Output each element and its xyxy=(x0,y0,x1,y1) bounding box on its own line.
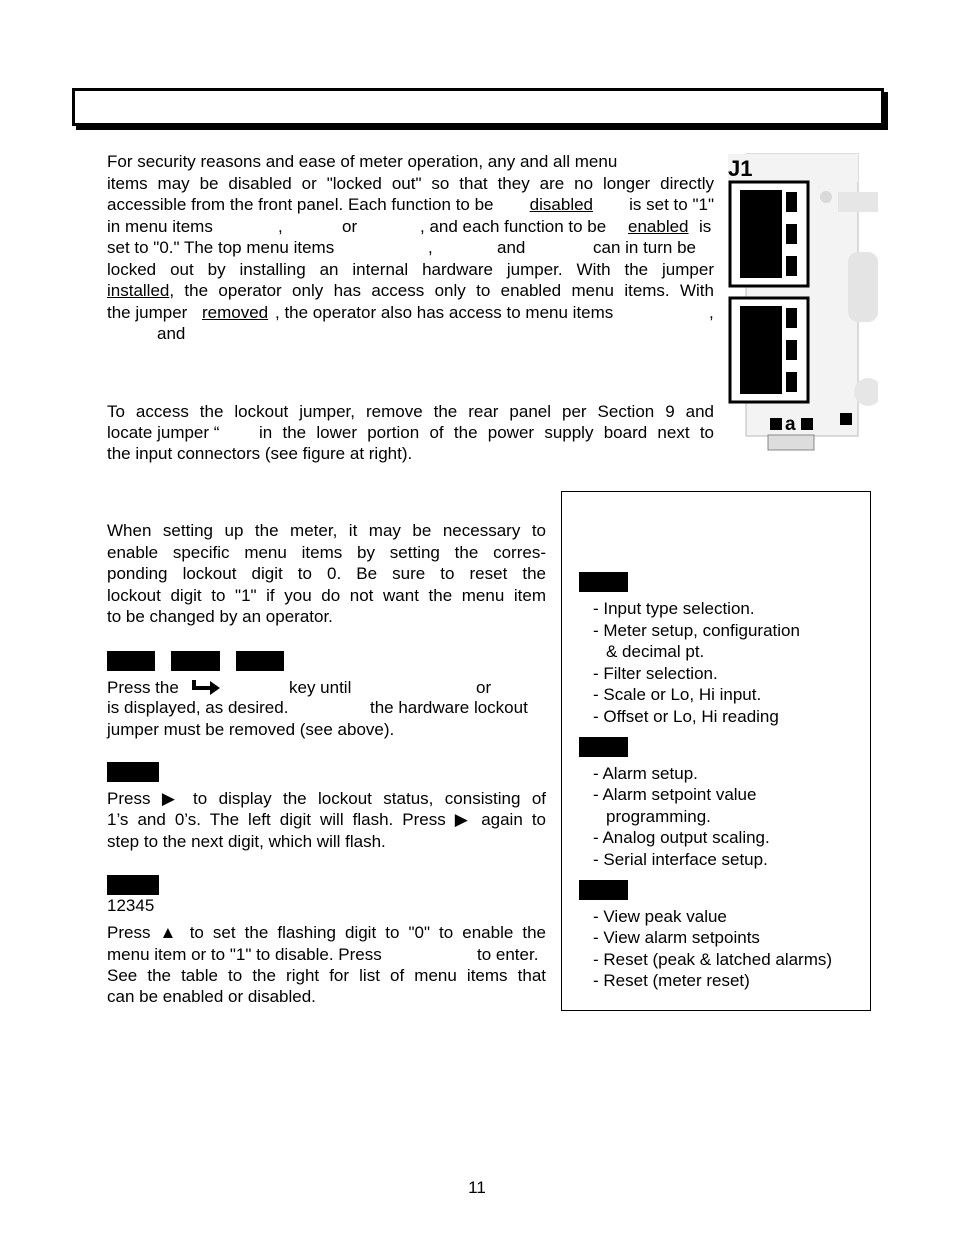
display-block xyxy=(236,651,284,671)
text-fragment: the hardware lockout xyxy=(370,698,528,717)
text-line: When setting up the meter, it may be necessary to xyxy=(107,521,546,540)
text-line: lockout digit to "1" if you do not want the menu item xyxy=(107,586,546,605)
board-illustration xyxy=(728,152,878,452)
text-line: Press ▲ to set the flashing digit to "0" to enable the xyxy=(107,923,546,942)
removed-underlined: removed xyxy=(202,303,269,322)
lockout-digits: 12345 xyxy=(107,896,155,915)
text-line: the input connectors (see figure at right). xyxy=(107,444,413,463)
text-line: jumper must be removed (see above). xyxy=(107,720,395,739)
menu-code-block xyxy=(579,880,628,900)
table-item: - Meter setup, configuration xyxy=(593,621,800,640)
text-fragment: is set to "1" xyxy=(629,195,714,214)
text-fragment: , xyxy=(278,217,283,236)
menu-code-block xyxy=(579,572,628,592)
text-fragment: in the lower portion of the power supply board next to xyxy=(259,423,714,442)
text-line: See the table to the right for list of menu items that xyxy=(107,966,546,985)
text-fragment: set to "0." The top menu items xyxy=(107,238,335,257)
lockout-menu-table xyxy=(561,491,871,1011)
display-block xyxy=(171,651,220,671)
text-fragment: menu item or to "1" to disable. Press xyxy=(107,945,382,964)
table-item: - Analog output scaling. xyxy=(593,828,770,847)
text-fragment: can in turn be xyxy=(593,238,697,257)
text-fragment: in menu items xyxy=(107,217,213,236)
table-item: & decimal pt. xyxy=(606,642,705,661)
menu-arrow-icon xyxy=(190,678,222,696)
display-block xyxy=(107,762,159,782)
display-block xyxy=(107,651,155,671)
text-line: For security reasons and ease of meter operation, any and all menu xyxy=(107,152,618,171)
disabled-underlined: disabled xyxy=(529,195,593,214)
menu-code-block xyxy=(579,737,628,757)
jumper-a-label: a xyxy=(785,414,796,435)
text-line: 1’s and 0’s. The left digit will flash. Press ▶ again to xyxy=(107,810,546,829)
text-line: can be enabled or disabled. xyxy=(107,987,316,1006)
text-fragment: key until xyxy=(289,678,352,697)
text-line: To access the lockout jumper, remove the rear panel per Section 9 and xyxy=(107,402,714,421)
table-item: - Offset or Lo, Hi reading xyxy=(593,707,779,726)
text-line: Press ▶ to display the lockout status, consisting of xyxy=(107,789,546,808)
text-line: ponding lockout digit to 0. Be sure to reset the xyxy=(107,564,546,583)
text-line: to be changed by an operator. xyxy=(107,607,333,626)
table-item: programming. xyxy=(606,807,711,826)
text-fragment: , and each function to be xyxy=(420,217,607,236)
text-fragment: , xyxy=(709,303,714,322)
text-fragment: the jumper xyxy=(107,303,188,322)
display-block xyxy=(107,875,159,895)
text-fragment: is xyxy=(699,217,712,236)
text-fragment: and xyxy=(157,324,186,343)
text-line: items may be disabled or "locked out" so that they are no longer directly xyxy=(107,174,714,193)
text-fragment: , the operator only has access only to enabled menu items. With xyxy=(169,281,714,300)
text-fragment: and xyxy=(497,238,526,257)
text-fragment: , the operator also has access to menu items xyxy=(275,303,614,322)
jumper-figure xyxy=(728,152,878,452)
table-item: - Filter selection. xyxy=(593,664,718,683)
table-item: - Input type selection. xyxy=(593,599,755,618)
text-fragment: locate jumper “ xyxy=(107,423,220,442)
text-fragment: Press the xyxy=(107,678,179,697)
table-item: - Reset (meter reset) xyxy=(593,971,750,990)
text-line: step to the next digit, which will flash. xyxy=(107,832,386,851)
text-fragment: accessible from the front panel. Each function to be xyxy=(107,195,494,214)
table-item: - Serial interface setup. xyxy=(593,850,768,869)
table-item: - Reset (peak & latched alarms) xyxy=(593,950,833,969)
text-fragment: , xyxy=(428,238,433,257)
text-fragment: or xyxy=(342,217,358,236)
table-item: - View alarm setpoints xyxy=(593,928,760,947)
text-fragment: is displayed, as desired. xyxy=(107,698,289,717)
section-title-box xyxy=(72,88,884,126)
text-fragment: to enter. xyxy=(477,945,539,964)
table-item: - Alarm setup. xyxy=(593,764,698,783)
j1-label: J1 xyxy=(728,156,753,181)
table-item: - Alarm setpoint value xyxy=(593,785,757,804)
installed-underlined: installed xyxy=(107,281,170,300)
enabled-underlined: enabled xyxy=(628,217,689,236)
text-line: enable specific menu items by setting the corres- xyxy=(107,543,546,562)
table-item: - Scale or Lo, Hi input. xyxy=(593,685,762,704)
page-number: 11 xyxy=(468,1178,486,1197)
text-line: locked out by installing an internal hardware jumper. With the jumper xyxy=(107,260,714,279)
text-fragment: or xyxy=(476,678,492,697)
table-item: - View peak value xyxy=(593,907,727,926)
